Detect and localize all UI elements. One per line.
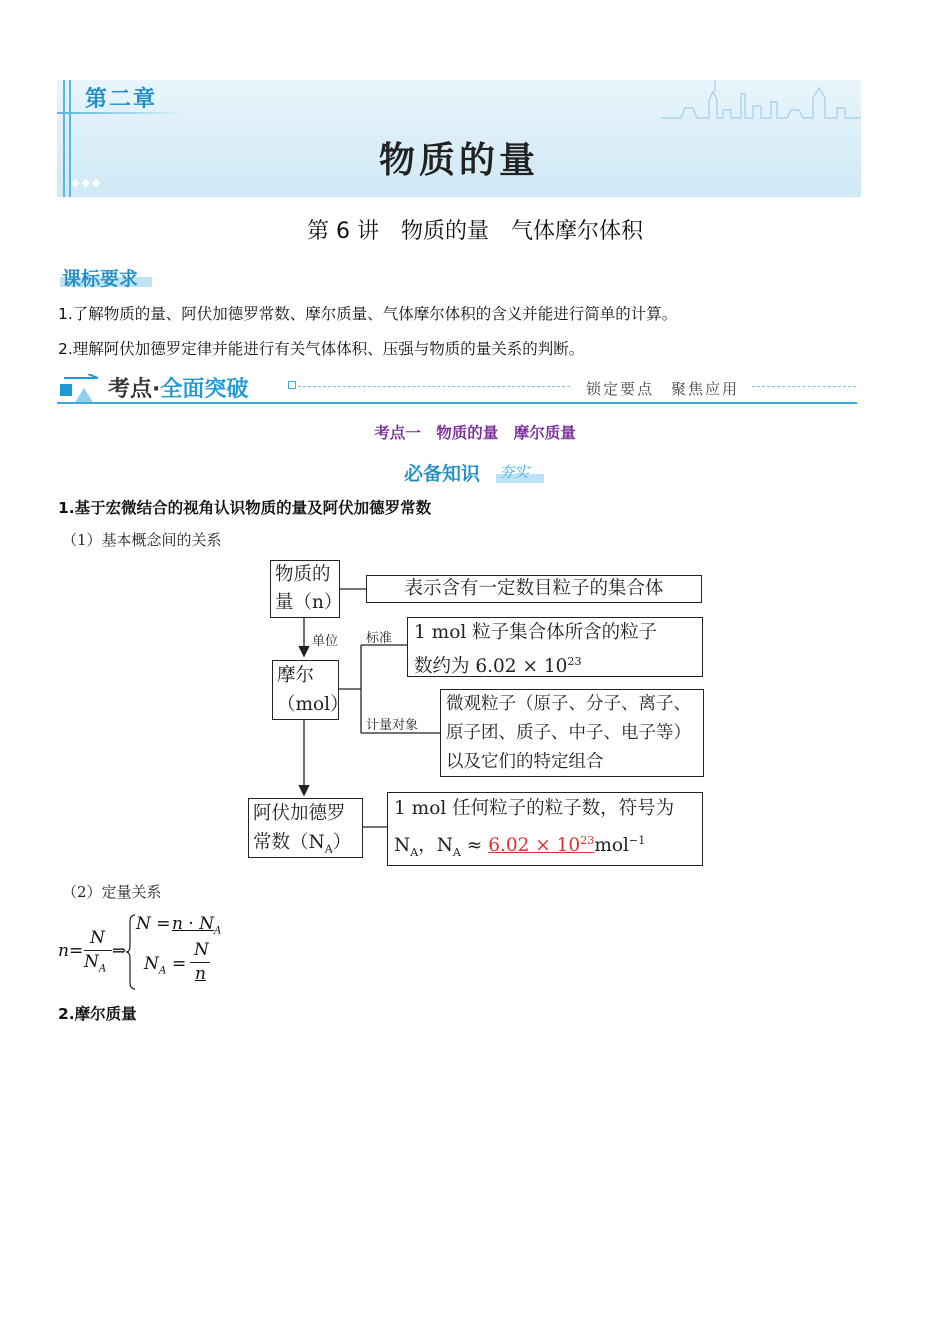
must-know-tag: 夯实 [499,463,530,481]
requirement-item: 2.理解阿伏加德罗定律并能进行有关气体体积、压强与物质的量关系的判断。 [58,340,585,358]
object-box: 微观粒子（原子、分子、离子、 原子团、质子、中子、电子等） 以及它们的特定组合 [440,689,704,777]
kaodian-title: 考点一 物质的量 摩尔质量 [374,424,576,442]
subheading: （1）基本概念间的关系 [62,531,222,549]
diamond-icons: ◆◆◆ [71,176,103,189]
unit-label: 单位 [312,634,339,649]
heading-2: 2.摩尔质量 [58,1005,137,1023]
brace-icon [126,914,136,990]
object-label: 计量对象 [366,718,419,733]
must-know-title: 必备知识 [404,463,481,485]
chapter-title: 物质的量 [378,139,539,181]
definition-box: 表示含有一定数目粒子的集合体 [366,575,702,603]
section-title: 考点·全面突破 [108,377,249,402]
avogadro-box: 阿伏加德罗 常数$(N_A)$ [248,798,363,858]
mole-box: 摩尔 （mol） [272,660,339,720]
subheading: （2）定量关系 [62,883,162,901]
section-subtitle: 锁定要点 聚焦应用 [586,380,740,398]
heading-1: 1.基于宏微结合的视角认识物质的量及阿伏加德罗常数 [58,499,432,517]
requirement-item: 1.了解物质的量、阿伏加德罗常数、摩尔质量、气体摩尔体积的含义并能进行简单的计算。 [58,305,678,323]
quantity-formula: n= N $N_A$ ⇒ N = $n \cdot N_A$ $N_A$ = N n [58,912,278,992]
requirements-tag: 课标要求 [62,268,139,290]
standard-label: 标准 [366,631,393,646]
standard-box: 1 mol 粒子集合体所含的粒子 数约为 $6.02 \times 10^{23}$ [407,617,703,677]
amount-of-substance-box: 物质的 量（n） [270,560,340,618]
chapter-label: 第二章 [85,87,158,112]
avogadro-value: $6.02 \times 10^{23}$ [488,834,595,857]
lecture-title: 第 6 讲 物质的量 气体摩尔体积 [307,219,643,244]
avogadro-definition-box: 1 mol 任何粒子的粒子数，符号为 $N_A$，$N_A \approx 6.02 \times 10^{23}mol^{-1}$ [387,792,703,866]
